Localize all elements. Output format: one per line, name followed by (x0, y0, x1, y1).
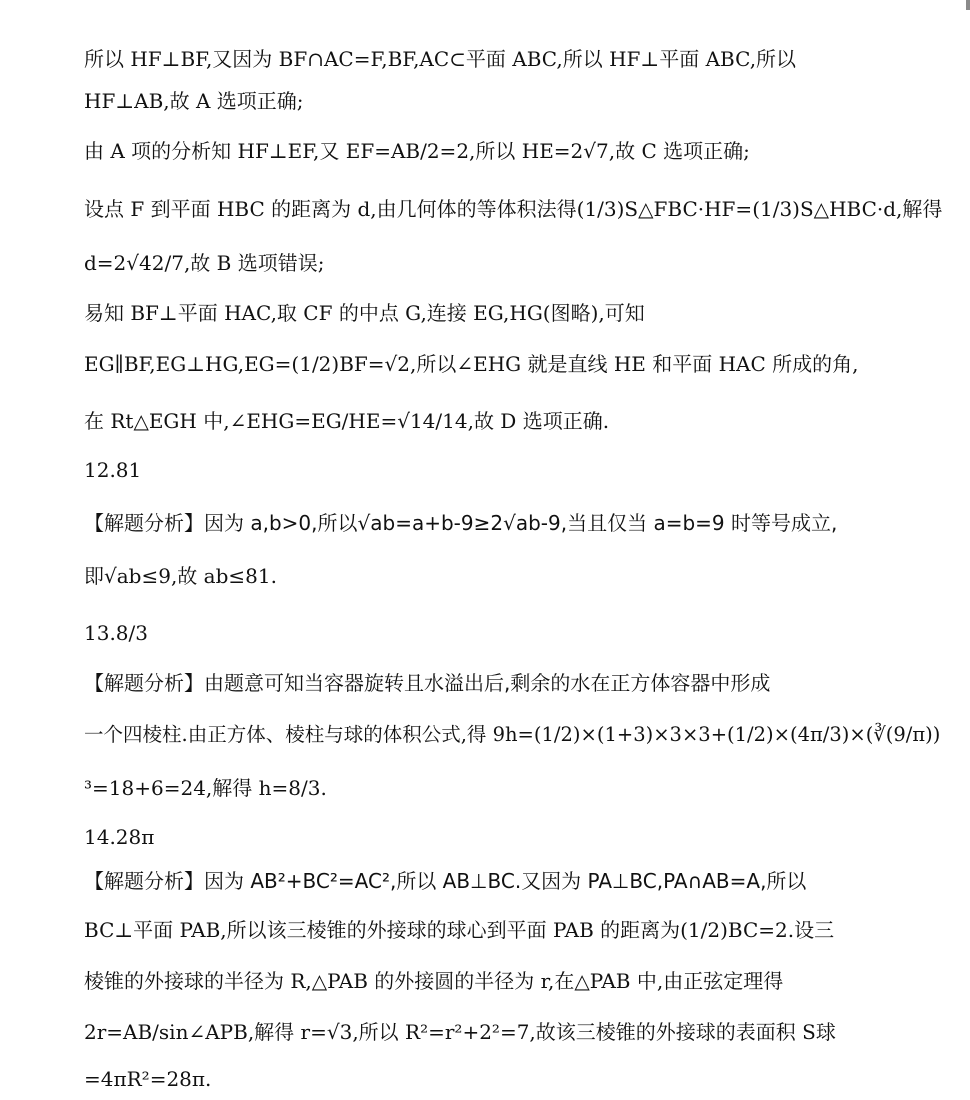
text-line-4: 设点 F 到平面 HBC 的距离为 d,由几何体的等体积法得(1/3)S△FBC·HF=(1/3)S△HBC·d,解得 (84, 197, 943, 221)
text-line-6: 易知 BF⊥平面 HAC,取 CF 的中点 G,连接 EG,HG(图略),可知 (84, 301, 645, 325)
answer-14-heading: 14.28π (84, 825, 155, 849)
analysis-14-line-2: BC⊥平面 PAB,所以该三棱锥的外接球的球心到平面 PAB 的距离为(1/2)BC=2.设三 (84, 918, 835, 942)
text-line-7: EG∥BF,EG⊥HG,EG=(1/2)BF=√2,所以∠EHG 就是直线 HE 和平面 HAC 所成的角, (84, 352, 859, 376)
analysis-13-line-1: 【解题分析】由题意可知当容器旋转且水溢出后,剩余的水在正方体容器中形成 (84, 671, 771, 695)
analysis-14-line-3: 棱锥的外接球的半径为 R,△PAB 的外接圆的半径为 r,在△PAB 中,由正弦定理得 (84, 969, 784, 993)
text-line-8: 在 Rt△EGH 中,∠EHG=EG/HE=√14/14,故 D 选项正确. (84, 409, 610, 433)
answer-12-heading: 12.81 (84, 458, 142, 482)
scan-edge-mark (966, 0, 970, 10)
text-line-3: 由 A 项的分析知 HF⊥EF,又 EF=AB/2=2,所以 HE=2√7,故 C 选项正确; (84, 139, 750, 163)
analysis-12-line-1: 【解题分析】因为 a,b>0,所以√ab=a+b-9≥2√ab-9,当且仅当 a=b=9 时等号成立, (84, 511, 838, 535)
analysis-14-line-5: =4πR²=28π. (84, 1067, 212, 1091)
analysis-14-line-1: 【解题分析】因为 AB²+BC²=AC²,所以 AB⊥BC.又因为 PA⊥BC,PA∩AB=A,所以 (84, 869, 807, 893)
analysis-13-line-2: 一个四棱柱.由正方体、棱柱与球的体积公式,得 9h=(1/2)×(1+3)×3×3+(1/2)×(4π/3)×(∛(9/π)) (84, 723, 941, 746)
text-line-1: 所以 HF⊥BF,又因为 BF∩AC=F,BF,AC⊂平面 ABC,所以 HF⊥平面 ABC,所以 (84, 47, 797, 71)
analysis-13-line-3: ³=18+6=24,解得 h=8/3. (84, 776, 327, 800)
text-line-2: HF⊥AB,故 A 选项正确; (84, 89, 304, 113)
analysis-14-line-4: 2r=AB/sin∠APB,解得 r=√3,所以 R²=r²+2²=7,故该三棱锥的外接球的表面积 S球 (84, 1020, 836, 1044)
text-line-5: d=2√42/7,故 B 选项错误; (84, 251, 325, 275)
answer-13-heading: 13.8/3 (84, 621, 148, 645)
analysis-12-line-2: 即√ab≤9,故 ab≤81. (84, 564, 277, 588)
